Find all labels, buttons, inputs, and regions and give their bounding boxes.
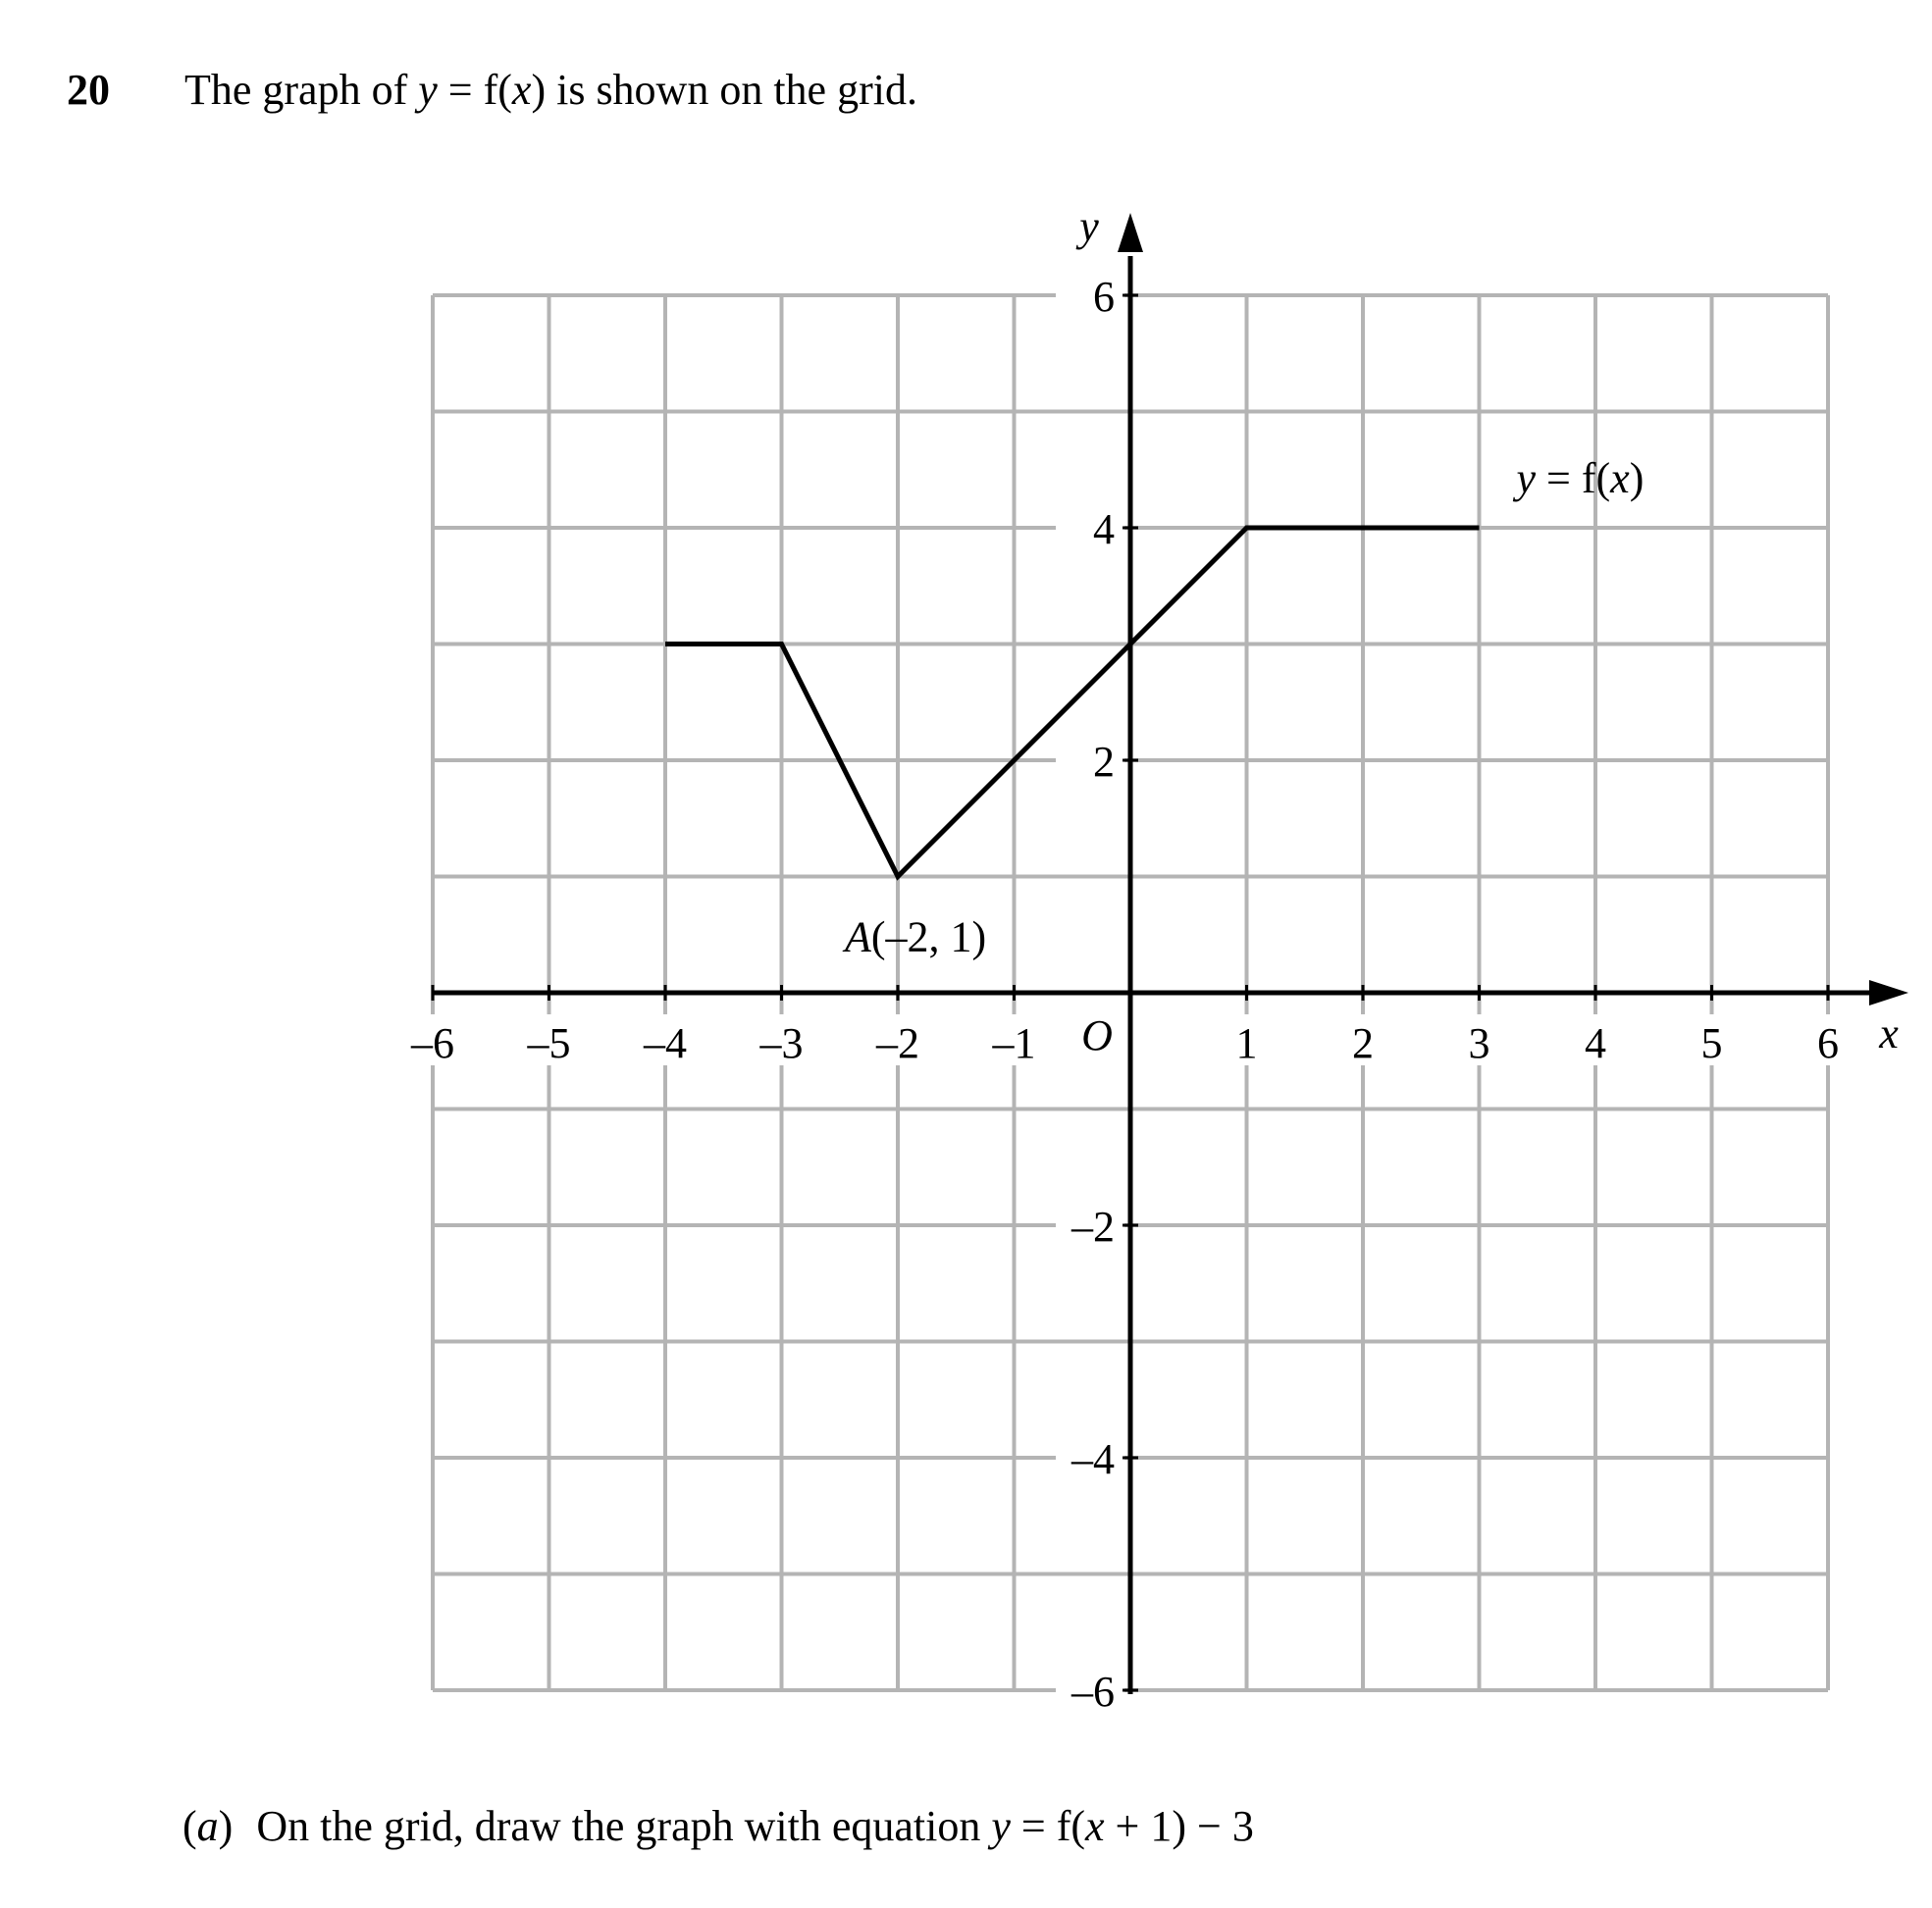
- question-text-after: ) is shown on the grid.: [531, 66, 917, 114]
- y-axis-arrow-icon: [1118, 213, 1143, 252]
- part-a-instruction: [183, 1799, 1254, 1854]
- x-tick-label: –4: [644, 1019, 687, 1067]
- y-tick-label: –2: [1071, 1203, 1115, 1251]
- question-text-before: The graph of: [184, 66, 419, 114]
- y-tick-label: –6: [1071, 1668, 1115, 1716]
- y-axis-label: y: [1079, 202, 1099, 250]
- x-tick-label: –2: [876, 1019, 919, 1067]
- x-tick-label: 2: [1352, 1019, 1374, 1067]
- axes: [433, 213, 1908, 1694]
- x-axis-arrow-icon: [1869, 980, 1908, 1006]
- question-text-y: y: [418, 66, 438, 114]
- part-a-text-y: y: [991, 1802, 1011, 1850]
- part-a-text-mid: = f(: [1010, 1802, 1085, 1850]
- part-a-text-before: On the grid, draw the graph with equation: [256, 1802, 992, 1850]
- x-tick-label: 1: [1235, 1019, 1258, 1067]
- x-tick-label: –6: [411, 1019, 454, 1067]
- series-label: y = f(x): [1516, 454, 1645, 502]
- y-tick-label: 6: [1093, 273, 1115, 321]
- question-text-eq: = f(: [437, 66, 512, 114]
- origin-label: O: [1081, 1011, 1113, 1059]
- series-line: [665, 528, 1480, 877]
- x-tick-label: –1: [992, 1019, 1036, 1067]
- part-a-label: [183, 1799, 233, 1854]
- y-tick-label: –4: [1071, 1435, 1115, 1483]
- part-a-text-x: x: [1085, 1802, 1105, 1850]
- y-tick-label: 2: [1093, 738, 1115, 786]
- x-tick-label: 5: [1700, 1019, 1723, 1067]
- part-a-label-close: ): [218, 1802, 234, 1850]
- x-tick-label: 3: [1468, 1019, 1490, 1067]
- part-a-text-after: + 1) − 3: [1104, 1802, 1254, 1850]
- part-a-label-letter: a: [196, 1802, 219, 1850]
- question-number: 20: [67, 66, 110, 114]
- x-tick-label: 6: [1817, 1019, 1839, 1067]
- y-tick-label: 4: [1093, 505, 1115, 553]
- x-tick-label: –5: [527, 1019, 571, 1067]
- chart-text: [410, 202, 1899, 1716]
- x-tick-label: 4: [1585, 1019, 1606, 1067]
- question-text-x: x: [511, 66, 532, 114]
- part-a-label-open: (: [183, 1802, 197, 1850]
- x-tick-label: –3: [759, 1019, 804, 1067]
- series-lines: [665, 528, 1480, 877]
- x-axis-label: x: [1879, 1009, 1899, 1057]
- point-a-annotation: A(–2, 1): [845, 912, 987, 961]
